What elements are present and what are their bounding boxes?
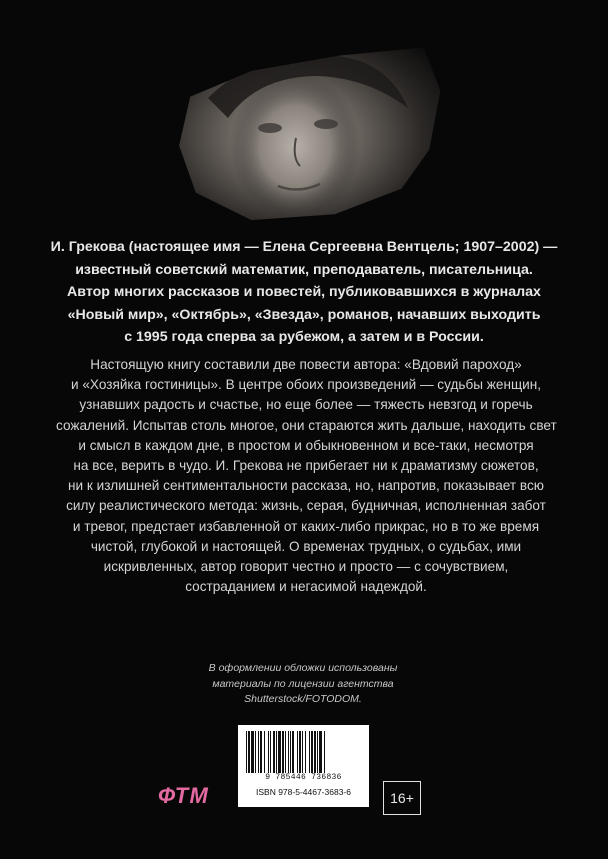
credits-line: материалы по лицензии агентства bbox=[212, 677, 394, 690]
description-line: искривленных, автор говорит честно и просто — с сочувствием, bbox=[103, 559, 509, 575]
barcode-digits: 9 785446 736836 bbox=[265, 773, 342, 782]
description-line: узнавших радость и счастье, но еще более — тяжесть невзгод и горечь bbox=[79, 397, 533, 413]
barcode-bars-icon bbox=[244, 731, 363, 773]
credits-line: Shutterstock/FOTODOM. bbox=[244, 693, 362, 705]
description-line: чистой, глубокой и настоящей. О временах трудных, о судьбах, ими bbox=[90, 538, 522, 554]
description-line: сожалений. Испытав столь многое, они стараются жить дальше, находить свет bbox=[56, 417, 557, 433]
description-line: и смысл в каждом дне, в простом и обыкновенном и все-таки, несмотря bbox=[78, 437, 534, 453]
barcode bbox=[238, 725, 369, 807]
age-rating-badge: 16+ bbox=[383, 781, 421, 815]
description-line: и «Хозяйка гостиницы». В центре обоих произведений — судьбы женщин, bbox=[70, 377, 542, 393]
description-line: состраданием и негасимой надеждой. bbox=[185, 579, 427, 595]
description-line: на все, верить в чудо. И. Грекова не прибегает ни к драматизму сюжетов, bbox=[73, 458, 539, 474]
description-line: силу реалистического метода: жизнь, серая, будничная, исполненная забот bbox=[66, 498, 546, 514]
author-photo bbox=[168, 28, 446, 224]
description-line: и тревог, предстает избавленной от каких-либо прикрас, но в то же время bbox=[72, 518, 540, 534]
credits-line: В оформлении обложки использованы bbox=[208, 662, 398, 674]
author-bio bbox=[40, 236, 568, 349]
bio-line: с 1995 года сперва за рубежом, а затем и в России. bbox=[124, 329, 484, 345]
bio-line: «Новый мир», «Октябрь», «Звезда», романов, начавших выходить bbox=[67, 306, 541, 323]
bio-line: И. Грекова (настоящее имя — Елена Сергеевна Вентцель; 1907–2002) — bbox=[50, 239, 558, 255]
description-line: Настоящую книгу составили две повести автора: «Вдовий пароход» bbox=[90, 357, 522, 372]
bio-line: известный советский математик, преподаватель, писательница. bbox=[75, 261, 533, 278]
book-description bbox=[56, 355, 556, 597]
isbn-number: ISBN 978-5-4467-3683-6 bbox=[256, 787, 351, 797]
image-credits bbox=[170, 661, 436, 708]
bio-line: Автор многих рассказов и повестей, публиковавшихся в журналах bbox=[67, 284, 541, 300]
description-line: ни к излишней сентиментальности рассказа, но, напротив, показывает всю bbox=[68, 478, 544, 494]
publisher-logo: ФТМ bbox=[158, 783, 209, 808]
